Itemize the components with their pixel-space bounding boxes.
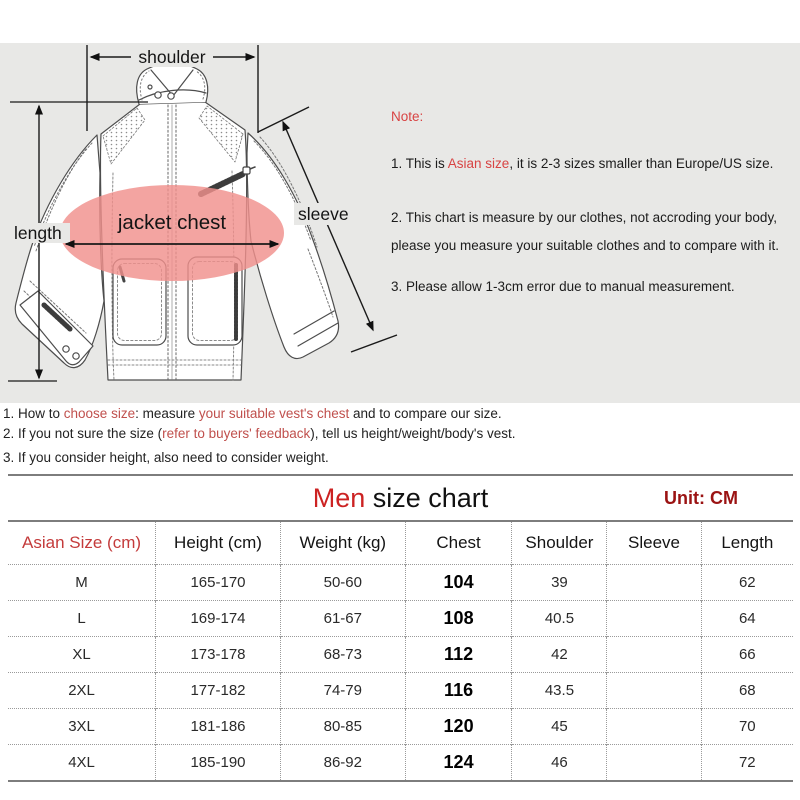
col-header-asian-size: Asian Size (cm) [22,533,142,552]
table-cell: 68 [701,673,793,709]
size-chart-title-men: Men [312,483,366,513]
note-1: 1. This is Asian size, it is 2-3 sizes smaller than Europe/US size. [391,156,774,171]
diagram-panel [0,43,800,403]
tip-1: 1. How to choose size: measure your suitable vest's chest and to compare our size. [3,406,502,421]
table-cell: 43.5 [512,673,607,709]
table-cell: 169-174 [156,601,281,637]
size-row-4xl [8,745,793,782]
sleeve-label: sleeve [298,204,349,224]
table-cell: 64 [701,601,793,637]
size-chart-title: Men size chart [312,483,489,513]
table-cell [607,673,701,709]
table-cell: 45 [512,709,607,745]
size-row-3xl [8,709,793,745]
size-chart-unit: Unit: CM [664,488,738,508]
tip-1-highlight-1: choose size [63,406,136,421]
size-row-m [8,565,793,601]
shoulder-label: shoulder [138,47,206,67]
notes-block [391,108,793,295]
table-cell [607,709,701,745]
table-cell: 61-67 [280,601,405,637]
size-row-xl [8,637,793,673]
size-chart [8,474,793,782]
table-cell: XL [8,637,156,673]
col-header-chest: Chest [405,521,512,565]
table-cell: 181-186 [156,709,281,745]
table-cell [607,601,701,637]
table-cell: 177-182 [156,673,281,709]
table-cell [607,745,701,782]
col-header-sleeve: Sleeve [607,521,701,565]
tip-3: 3. If you consider height, also need to consider weight. [3,450,329,465]
table-cell: 50-60 [280,565,405,601]
table-cell-chest: 120 [405,709,512,745]
table-cell: 86-92 [280,745,405,782]
table-cell: 70 [701,709,793,745]
table-cell: 40.5 [512,601,607,637]
table-cell: 72 [701,745,793,782]
table-cell: 3XL [8,709,156,745]
table-cell-chest: 116 [405,673,512,709]
table-cell: 66 [701,637,793,673]
table-cell: 173-178 [156,637,281,673]
length-label: length [14,223,62,243]
size-table [8,520,793,782]
col-header-shoulder: Shoulder [512,521,607,565]
table-cell: 39 [512,565,607,601]
note-1-highlight: Asian size [447,156,510,171]
table-cell: 185-190 [156,745,281,782]
size-table-header-row [8,521,793,565]
jacket-chest-label: jacket chest [117,211,227,234]
note-2: 2. This chart is measure by our clothes, not accroding your body, please you measure your suitable clothes and to compare with it. [391,210,779,253]
tip-2: 2. If you not sure the size (refer to buyers' feedback), tell us height/weight/body's vest. [3,426,516,441]
table-cell-chest: 108 [405,601,512,637]
table-cell: 42 [512,637,607,673]
table-cell-chest: 112 [405,637,512,673]
size-chart-title-row [8,474,793,520]
table-cell: 80-85 [280,709,405,745]
jacket-measurement-diagram [0,43,400,403]
tip-2-highlight: refer to buyers' feedback [162,426,311,441]
table-cell: 165-170 [156,565,281,601]
table-cell: L [8,601,156,637]
table-cell: 74-79 [280,673,405,709]
col-header-weight: Weight (kg) [280,521,405,565]
table-cell: 62 [701,565,793,601]
table-cell: 68-73 [280,637,405,673]
size-row-l [8,601,793,637]
table-cell [607,637,701,673]
tip-1-highlight-2: your suitable vest's chest [198,406,350,421]
size-row-2xl [8,673,793,709]
table-cell: 2XL [8,673,156,709]
table-cell: 46 [512,745,607,782]
note-3: 3. Please allow 1-3cm error due to manual measurement. [391,279,735,294]
table-cell [607,565,701,601]
table-cell-chest: 124 [405,745,512,782]
col-header-length: Length [701,521,793,565]
table-cell: M [8,565,156,601]
notes-heading: Note: [391,109,424,124]
col-header-height: Height (cm) [156,521,281,565]
tips-block [3,404,603,468]
table-cell-chest: 104 [405,565,512,601]
table-cell: 4XL [8,745,156,782]
